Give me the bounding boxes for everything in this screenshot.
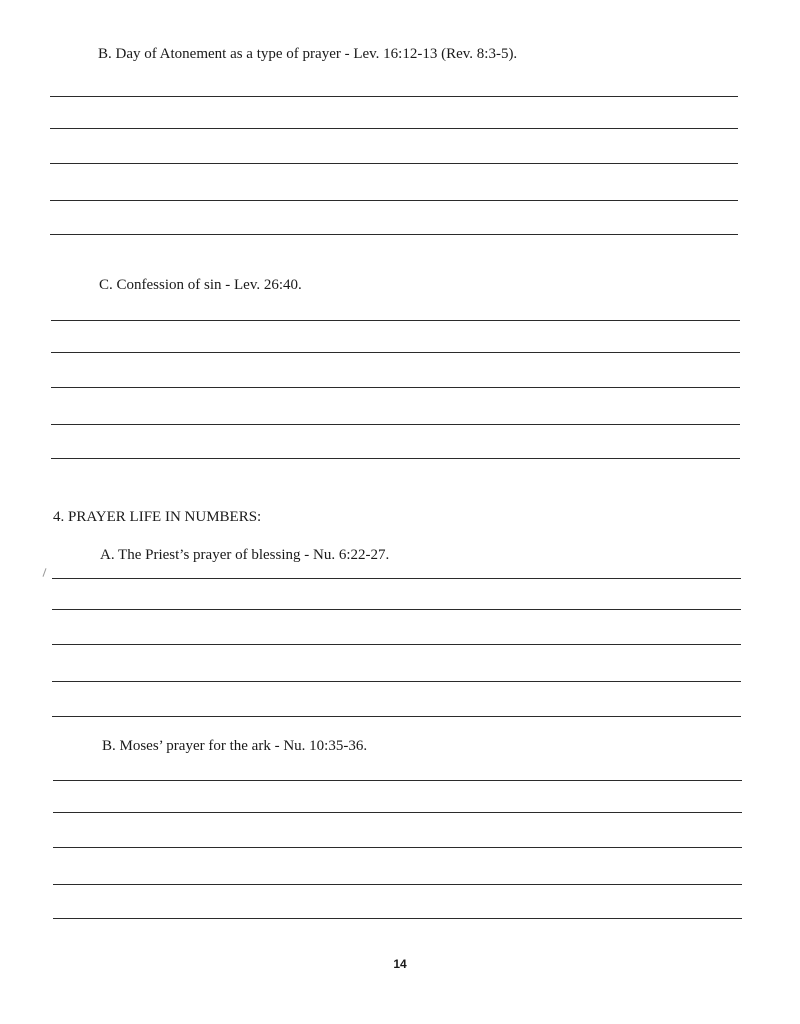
writing-line bbox=[53, 780, 742, 781]
writing-line bbox=[51, 387, 740, 388]
writing-line bbox=[50, 163, 738, 164]
section-b-atonement-heading: B. Day of Atonement as a type of prayer - Lev. 16:12-13 (Rev. 8:3-5). bbox=[98, 46, 518, 62]
writing-line bbox=[50, 234, 738, 235]
writing-line bbox=[52, 716, 741, 717]
writing-line bbox=[52, 681, 741, 682]
section-4-numbers-heading: 4. PRAYER LIFE IN NUMBERS: bbox=[53, 509, 262, 525]
page-number: 14 bbox=[393, 957, 407, 971]
writing-line bbox=[51, 352, 740, 353]
writing-line bbox=[50, 96, 738, 97]
section-b-moses-ark-heading: B. Moses’ prayer for the ark - Nu. 10:35-36. bbox=[102, 738, 368, 754]
writing-line bbox=[53, 812, 742, 813]
writing-line bbox=[51, 458, 740, 459]
writing-line bbox=[53, 918, 742, 919]
writing-line bbox=[53, 847, 742, 848]
section-a-priest-blessing-heading: A. The Priest’s prayer of blessing - Nu. 6:22-27. bbox=[100, 547, 390, 563]
section-c-confession-heading: C. Confession of sin - Lev. 26:40. bbox=[99, 277, 302, 293]
writing-line bbox=[50, 200, 738, 201]
writing-line bbox=[52, 644, 741, 645]
writing-line bbox=[52, 578, 741, 579]
writing-line bbox=[52, 609, 741, 610]
writing-line bbox=[51, 424, 740, 425]
stray-pencil-mark bbox=[42, 568, 46, 577]
writing-line bbox=[53, 884, 742, 885]
writing-line bbox=[51, 320, 740, 321]
writing-line bbox=[50, 128, 738, 129]
